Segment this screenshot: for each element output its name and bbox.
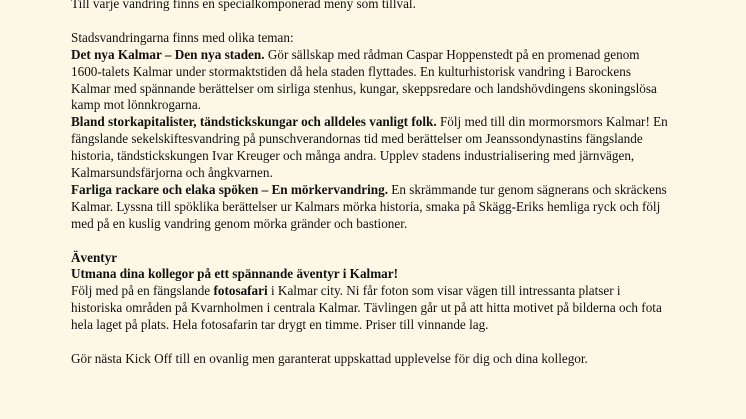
walks-heading: Stadsvandringarna finns med olika teman:: [71, 29, 294, 45]
menu-note: Till varje vandring finns en specialkomponerad meny som tillval.: [71, 0, 416, 11]
document-body: [71, 0, 671, 368]
walk-title: Bland storkapitalister, tändstickskungar och alldeles vanligt folk.: [71, 114, 437, 130]
walk-title: Farliga rackare och elaka spöken – En mörkervandring.: [71, 181, 388, 197]
walk-description: Gör sällskap med rådman Caspar Hoppenstedt på en promenad genom 1600-talets Kalmar under stormaktstiden då hela staden flyttades. En kulturhistorisk vandring i Barockens Kalmar med spännande berättelser om sirliga stenhus, kungar, skeppsredare och landshövdingens skoningslösa kamp mot lönnkrogarna.: [71, 46, 657, 113]
walk-item: [71, 114, 671, 182]
fotosafari-highlight: fotosafari: [213, 283, 268, 299]
adventure-text-start: Följ med på en fängslande: [71, 283, 214, 299]
paragraph-gap: [71, 13, 671, 30]
adventure-heading-text: Äventyr: [71, 249, 118, 265]
paragraph-gap: [71, 233, 671, 250]
closing-text: Gör nästa Kick Off till en ovanlig men garanterat uppskattad upplevelse för dig och dina kollegor.: [71, 350, 588, 366]
adventure-subheading-text: Utmana dina kollegor på ett spännande äventyr i Kalmar!: [71, 266, 399, 282]
walk-item: [71, 47, 671, 115]
adventure-text-end: i Kalmar city. Ni får foton som visar vägen till intressanta platser i historiska områden på Kvarnholmen i centrala Kalmar. Tävlingen går ut på att hitta motivet på bilderna och fota hela laget på plats. Hela fotosafarin tar drygt en timme. Priser till vinnande lag.: [71, 283, 662, 333]
paragraph-gap: [71, 334, 671, 351]
walk-title: Det nya Kalmar – Den nya staden.: [71, 46, 265, 62]
adventure-text: [71, 283, 671, 334]
adventure-subheading: [71, 266, 671, 283]
walk-description: En skrämmande tur genom sägnerans och skräckens Kalmar. Lyssna till spöklika berättelser ur Kalmars mörka historia, smaka på Skägg-Eriks hemliga ryck och följ med på en kuslig vandring genom mörka gränder och bastioner.: [71, 181, 667, 231]
walk-item: [71, 182, 671, 233]
walk-description: Följ med till din mormorsmors Kalmar! En fängslande sekelskiftesvandring på punschverandornas tid med berättelser om Jeanssondynastins fängslande historia, tändstickskungen Ivar Kreuger och många andra. Upplev stadens industrialisering med järnvägen, Kalmarsundsfärjorna och ångkvarnen.: [71, 114, 668, 181]
adventure-heading: [71, 250, 671, 267]
